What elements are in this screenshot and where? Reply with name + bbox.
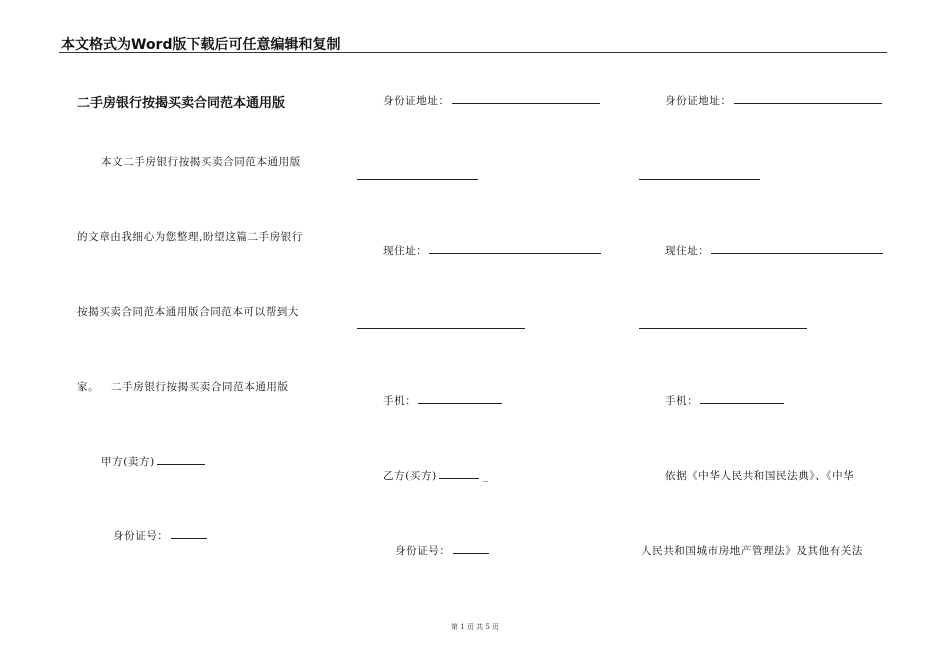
intro-line-1: 本文二手房银行按揭买卖合同范本通用版 xyxy=(101,156,301,168)
party-a-mobile-label: 手机： xyxy=(383,395,417,407)
party-a-current-address-field xyxy=(383,243,601,258)
party-b-tail: _ xyxy=(482,470,489,482)
party-a-current-address-continuation[interactable] xyxy=(357,328,525,329)
party-a-mobile-blank[interactable] xyxy=(418,393,502,404)
party-b-id-address-label: 身份证地址： xyxy=(665,95,732,107)
party-b-current-address-blank[interactable] xyxy=(711,243,883,254)
party-a-field xyxy=(101,454,205,469)
party-a-id-blank[interactable] xyxy=(171,528,207,539)
contract-title: 二手房银行按揭买卖合同范本通用版 xyxy=(77,96,286,111)
party-a-current-address-label: 现住址： xyxy=(383,245,428,257)
party-b-current-address-continuation[interactable] xyxy=(639,328,807,329)
intro-line-4: 家。 二手房银行按揭买卖合同范本通用版 xyxy=(77,381,289,393)
party-b-id-field xyxy=(395,543,489,558)
party-a-label: 甲方(卖方) xyxy=(101,456,155,468)
party-b-current-address-label: 现住址： xyxy=(665,245,710,257)
party-a-id-field xyxy=(113,528,207,543)
party-b-mobile-field xyxy=(665,393,784,408)
intro-line-2: 的文章由我细心为您整理,盼望这篇二手房银行 xyxy=(77,231,303,243)
party-a-id-address-label: 身份证地址： xyxy=(383,95,450,107)
header-divider xyxy=(59,52,887,53)
party-b-id-label: 身份证号： xyxy=(395,545,451,557)
legal-basis-line-1: 依据《中华人民共和国民法典》、《中华 xyxy=(665,470,855,482)
party-b-id-blank[interactable] xyxy=(453,543,489,554)
intro-line-3: 按揭买卖合同范本通用版合同范本可以帮到大 xyxy=(77,306,299,318)
party-b-blank[interactable] xyxy=(439,468,479,479)
party-b-mobile-blank[interactable] xyxy=(700,393,784,404)
party-b-id-address-field xyxy=(665,93,882,108)
party-a-id-address-field xyxy=(383,93,600,108)
party-a-id-address-blank[interactable] xyxy=(452,93,600,104)
party-a-id-label: 身份证号： xyxy=(113,530,169,542)
page-number: 第 1 页 共 5 页 xyxy=(450,623,500,631)
party-b-field xyxy=(383,468,489,483)
party-b-id-address-blank[interactable] xyxy=(734,93,882,104)
legal-basis-line-2: 人民共和国城市房地产管理法》及其他有关法 xyxy=(641,545,863,557)
download-notice: 本文格式为Word版下载后可任意编辑和复制 xyxy=(61,37,341,53)
party-a-id-address-continuation[interactable] xyxy=(357,179,478,180)
party-b-mobile-label: 手机： xyxy=(665,395,699,407)
party-a-mobile-field xyxy=(383,393,502,408)
party-b-id-address-continuation[interactable] xyxy=(639,179,760,180)
party-a-current-address-blank[interactable] xyxy=(429,243,601,254)
party-b-current-address-field xyxy=(665,243,883,258)
party-b-label: 乙方(买方) xyxy=(383,470,437,482)
party-a-blank[interactable] xyxy=(157,454,205,465)
